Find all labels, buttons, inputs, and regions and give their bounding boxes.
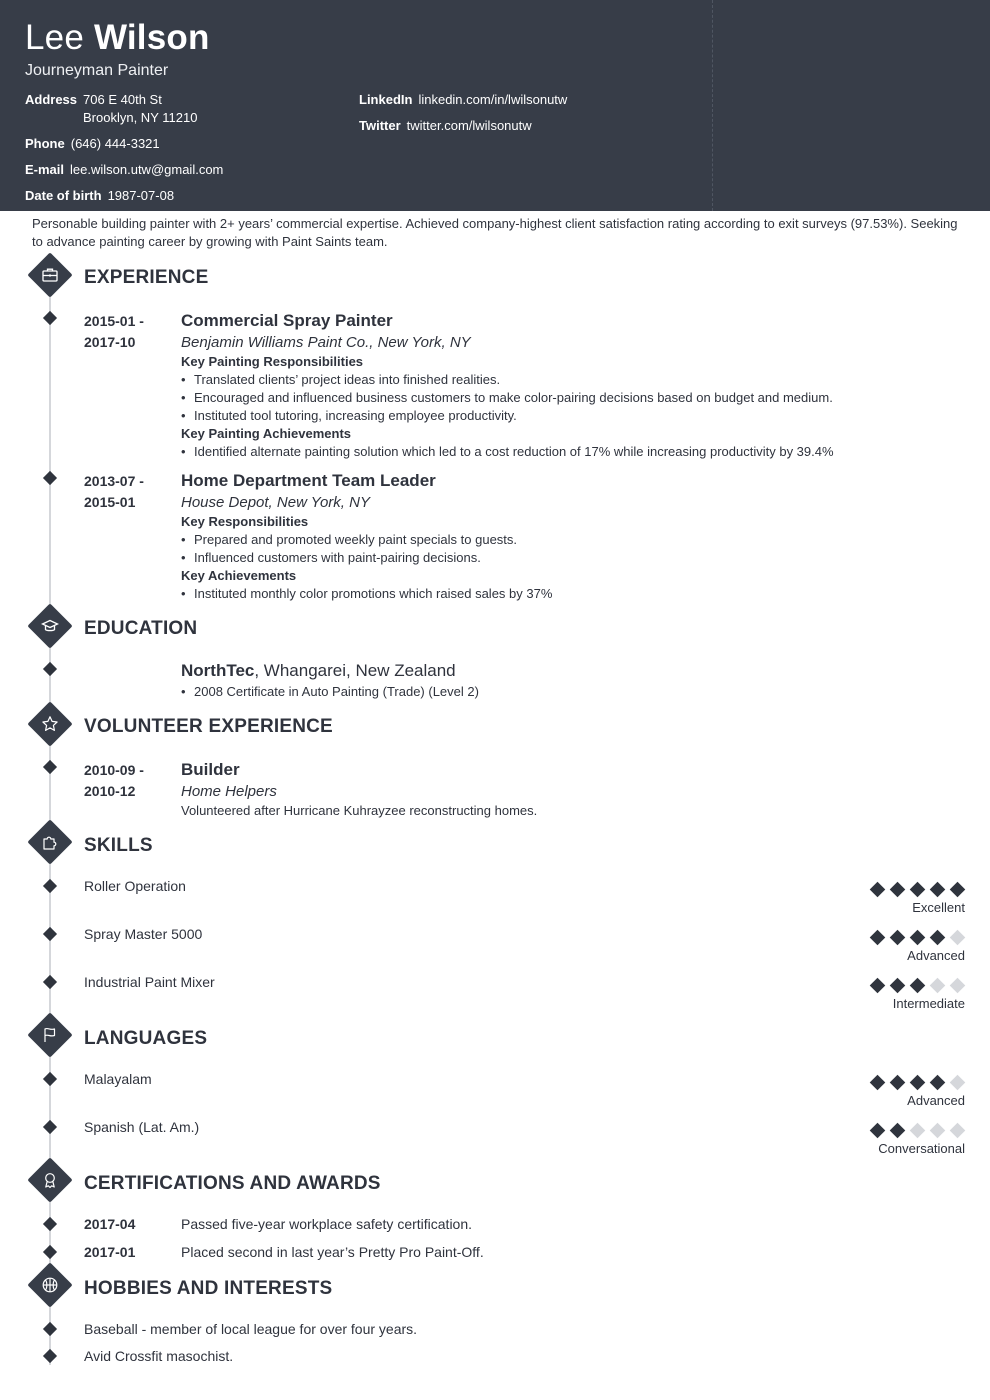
volunteer-org: Home Helpers [181,783,277,800]
timeline-dot [43,975,57,989]
skill-level: Advanced [907,948,965,963]
dob-row [25,187,174,205]
rating-diamond-filled [910,1075,926,1091]
rating-diamond-filled [870,882,886,898]
rating-diamond-empty [930,978,946,994]
job-position: Home Department Team Leader [181,471,436,490]
linkedin-link[interactable]: linkedin.com/in/lwilsonutw [418,92,568,107]
list-item: • Instituted tool tutoring, increasing employee productivity. [181,408,517,423]
profile-summary: Personable building painter with 2+ years’ commercial expertise. Achieved company-highest client satisfaction rating according to exit surveys (97.53%). Seeking to advance painting career by growing with Paint Saints team. [32,216,958,249]
section-title-volunteer: VOLUNTEER EXPERIENCE [84,716,333,737]
school-location: , Whangarei, New Zealand [254,661,456,680]
volunteer-date-start: 2010-09 - [84,762,144,778]
last-name: Wilson [93,18,210,57]
timeline-dot [43,1217,57,1231]
cert-date: 2017-01 [84,1244,136,1260]
address-row [25,91,162,109]
education-detail: • 2008 Certificate in Auto Painting (Trade) (Level 2) [181,684,479,699]
cert-date: 2017-04 [84,1216,136,1232]
language-name: Spanish (Lat. Am.) [84,1119,200,1135]
language-rating [870,1123,965,1138]
timeline-dot [43,927,57,941]
language-rating [870,1075,965,1090]
email-link[interactable]: lee.wilson.utw@gmail.com [70,162,224,177]
header-divider [712,0,713,211]
linkedin-row [359,91,567,109]
section-title-certifications: CERTIFICATIONS AND AWARDS [84,1173,381,1194]
resume-header [0,0,990,211]
flag-icon [27,1012,72,1057]
rating-diamond-empty [950,1123,966,1139]
briefcase-icon [27,252,72,297]
rating-diamond-filled [870,1123,886,1139]
address-line2: Brooklyn, NY 11210 [83,110,198,125]
language-level: Conversational [878,1141,965,1156]
section-title-experience: EXPERIENCE [84,267,209,288]
phone-row [25,135,160,153]
rating-diamond-filled [890,978,906,994]
email-row [25,161,223,179]
dob-value: 1987-07-08 [107,188,175,203]
hobby-item: Avid Crossfit masochist. [84,1348,234,1364]
list-item: • Translated clients’ project ideas into finished realities. [181,372,500,387]
skill-name: Industrial Paint Mixer [84,974,215,990]
skill-rating [870,930,965,945]
rating-diamond-filled [870,978,886,994]
email-label: E-mail [25,162,65,177]
timeline-dot [43,1322,57,1336]
address-label: Address [25,92,78,107]
job-title: Journeyman Painter [25,62,169,79]
list-item: • Instituted monthly color promotions which raised sales by 37% [181,586,552,601]
list-item: • Prepared and promoted weekly paint specials to guests. [181,532,517,547]
rating-diamond-filled [950,882,966,898]
timeline-dot [43,1349,57,1363]
job-position: Commercial Spray Painter [181,311,393,330]
hobby-item: Baseball - member of local league for over four years. [84,1321,418,1337]
twitter-link[interactable]: twitter.com/lwilsonutw [406,118,532,133]
skill-level: Excellent [912,900,965,915]
graduation-cap-icon [27,603,72,648]
star-icon [27,701,72,746]
rating-diamond-empty [950,978,966,994]
skill-level: Intermediate [892,996,965,1011]
rating-diamond-filled [930,1075,946,1091]
responsibilities-heading: Key Responsibilities [181,514,309,529]
rating-diamond-empty [930,1123,946,1139]
candidate-name [25,18,210,58]
job-date-start: 2013-07 - [84,473,144,489]
volunteer-description: Volunteered after Hurricane Kuhrayzee reconstructing homes. [181,803,538,818]
phone-label: Phone [25,136,65,151]
rating-diamond-filled [890,1075,906,1091]
language-level: Advanced [907,1093,965,1108]
education-school [181,661,456,681]
language-name: Malayalam [84,1071,152,1087]
timeline-dot [43,879,57,893]
rating-diamond-filled [910,978,926,994]
puzzle-icon [27,819,72,864]
skill-rating [870,978,965,993]
basketball-icon [27,1262,72,1307]
rating-diamond-filled [870,930,886,946]
timeline-dot [43,311,57,325]
rating-diamond-filled [930,930,946,946]
job-company: House Depot, New York, NY [181,494,370,511]
skill-name: Spray Master 5000 [84,926,203,942]
timeline-dot [43,1072,57,1086]
award-ribbon-icon [27,1157,72,1202]
timeline-dot [43,1245,57,1259]
rating-diamond-filled [870,1075,886,1091]
volunteer-date-end: 2010-12 [84,783,136,799]
responsibilities-heading: Key Painting Responsibilities [181,354,364,369]
linkedin-label: LinkedIn [359,92,413,107]
list-item: • Encouraged and influenced business customers to make color-pairing decisions based on budget and medium. [181,390,833,405]
twitter-label: Twitter [359,118,401,133]
rating-diamond-filled [910,930,926,946]
dob-label: Date of birth [25,188,102,203]
timeline-dot [43,471,57,485]
job-date-end: 2015-01 [84,494,136,510]
cert-text: Placed second in last year’s Pretty Pro Paint-Off. [181,1244,484,1260]
achievements-heading: Key Painting Achievements [181,426,352,441]
cert-text: Passed five-year workplace safety certification. [181,1216,473,1232]
rating-diamond-empty [950,930,966,946]
section-title-education: EDUCATION [84,618,198,639]
rating-diamond-filled [890,882,906,898]
skill-rating [870,882,965,897]
phone-value[interactable]: (646) 444-3321 [70,136,160,151]
rating-diamond-filled [910,882,926,898]
achievements-heading: Key Achievements [181,568,297,583]
school-name: NorthTec [181,661,255,680]
section-title-languages: LANGUAGES [84,1028,208,1049]
job-date-start: 2015-01 - [84,313,144,329]
rating-diamond-filled [890,1123,906,1139]
first-name: Lee [25,18,84,57]
section-title-hobbies: HOBBIES AND INTERESTS [84,1278,333,1299]
timeline-dot [43,662,57,676]
rating-diamond-empty [950,1075,966,1091]
timeline-dot [43,760,57,774]
section-title-skills: SKILLS [84,835,153,856]
skill-name: Roller Operation [84,878,186,894]
volunteer-role: Builder [181,760,240,779]
list-item: • Influenced customers with paint-pairing decisions. [181,550,481,565]
job-date-end: 2017-10 [84,334,136,350]
address-line1: 706 E 40th St [83,92,162,107]
rating-diamond-filled [930,882,946,898]
rating-diamond-empty [910,1123,926,1139]
twitter-row [359,117,532,135]
timeline-dot [43,1120,57,1134]
job-company: Benjamin Williams Paint Co., New York, NY [181,334,471,351]
rating-diamond-filled [890,930,906,946]
list-item: • Identified alternate painting solution which led to a cost reduction of 17% while increasing productivity by 39.4% [181,444,834,459]
